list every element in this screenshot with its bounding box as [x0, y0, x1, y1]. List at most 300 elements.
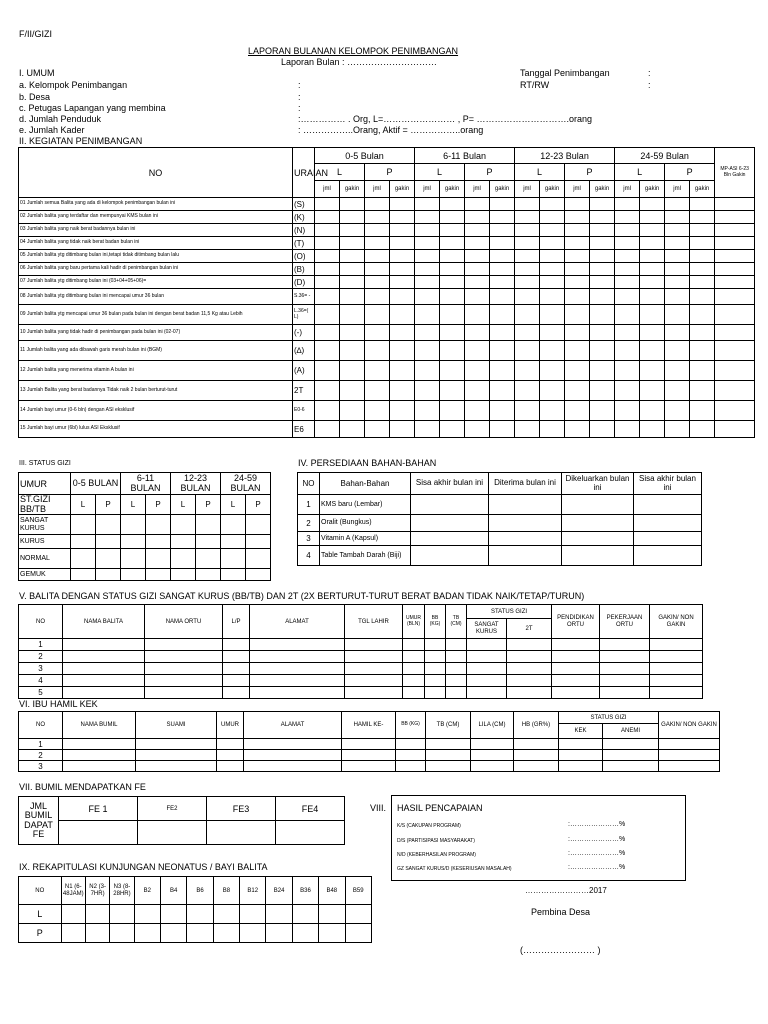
- data-cell[interactable]: [221, 549, 246, 569]
- data-cell[interactable]: [390, 401, 415, 421]
- data-cell[interactable]: [342, 739, 396, 750]
- data-cell[interactable]: [415, 325, 440, 341]
- data-cell[interactable]: [603, 739, 659, 750]
- data-cell[interactable]: [187, 924, 213, 943]
- data-cell[interactable]: [507, 687, 552, 699]
- data-cell[interactable]: [562, 546, 634, 566]
- data-cell[interactable]: [665, 421, 690, 438]
- data-cell[interactable]: [221, 515, 246, 535]
- data-cell[interactable]: [659, 750, 720, 761]
- data-cell[interactable]: [390, 276, 415, 289]
- data-cell[interactable]: [465, 250, 490, 263]
- data-cell[interactable]: [490, 341, 515, 361]
- data-cell[interactable]: [615, 361, 640, 381]
- data-cell[interactable]: [515, 289, 540, 305]
- data-cell[interactable]: [266, 924, 292, 943]
- data-cell[interactable]: [145, 651, 223, 663]
- data-cell[interactable]: [440, 263, 465, 276]
- data-cell[interactable]: [715, 289, 755, 305]
- data-cell[interactable]: [340, 421, 365, 438]
- data-cell[interactable]: [715, 198, 755, 211]
- data-cell[interactable]: [138, 821, 207, 845]
- data-cell[interactable]: [515, 224, 540, 237]
- data-cell[interactable]: [221, 535, 246, 549]
- data-cell[interactable]: [540, 263, 565, 276]
- data-cell[interactable]: [715, 341, 755, 361]
- data-cell[interactable]: [640, 289, 665, 305]
- data-cell[interactable]: [440, 361, 465, 381]
- data-cell[interactable]: [415, 263, 440, 276]
- data-cell[interactable]: [465, 341, 490, 361]
- data-cell[interactable]: [540, 361, 565, 381]
- data-cell[interactable]: [319, 924, 345, 943]
- data-cell[interactable]: [634, 515, 702, 532]
- data-cell[interactable]: [515, 276, 540, 289]
- data-cell[interactable]: [315, 250, 340, 263]
- data-cell[interactable]: [640, 341, 665, 361]
- data-cell[interactable]: [465, 421, 490, 438]
- data-cell[interactable]: [540, 305, 565, 325]
- data-cell[interactable]: [540, 401, 565, 421]
- data-cell[interactable]: [615, 305, 640, 325]
- data-cell[interactable]: [340, 211, 365, 224]
- data-cell[interactable]: [489, 515, 562, 532]
- data-cell[interactable]: [390, 325, 415, 341]
- data-cell[interactable]: [615, 289, 640, 305]
- data-cell[interactable]: [96, 569, 121, 581]
- data-cell[interactable]: [590, 198, 615, 211]
- data-cell[interactable]: [390, 421, 415, 438]
- data-cell[interactable]: [490, 263, 515, 276]
- data-cell[interactable]: [640, 325, 665, 341]
- data-cell[interactable]: [562, 495, 634, 515]
- data-cell[interactable]: [490, 289, 515, 305]
- data-cell[interactable]: [690, 289, 715, 305]
- data-cell[interactable]: [246, 549, 271, 569]
- data-cell[interactable]: [600, 639, 650, 651]
- data-cell[interactable]: [171, 535, 196, 549]
- data-cell[interactable]: [540, 381, 565, 401]
- data-cell[interactable]: [136, 750, 217, 761]
- data-cell[interactable]: [63, 750, 136, 761]
- data-cell[interactable]: [665, 289, 690, 305]
- data-cell[interactable]: [63, 687, 145, 699]
- data-cell[interactable]: [650, 651, 703, 663]
- data-cell[interactable]: [515, 325, 540, 341]
- data-cell[interactable]: [490, 361, 515, 381]
- data-cell[interactable]: [250, 639, 345, 651]
- data-cell[interactable]: [515, 263, 540, 276]
- data-cell[interactable]: [276, 821, 345, 845]
- data-cell[interactable]: [465, 276, 490, 289]
- data-cell[interactable]: [690, 325, 715, 341]
- data-cell[interactable]: [403, 675, 425, 687]
- data-cell[interactable]: [145, 675, 223, 687]
- data-cell[interactable]: [715, 325, 755, 341]
- data-cell[interactable]: [315, 325, 340, 341]
- data-cell[interactable]: [213, 905, 239, 924]
- data-cell[interactable]: [600, 675, 650, 687]
- data-cell[interactable]: [415, 401, 440, 421]
- data-cell[interactable]: [715, 361, 755, 381]
- data-cell[interactable]: [240, 905, 266, 924]
- data-cell[interactable]: [160, 924, 186, 943]
- data-cell[interactable]: [640, 381, 665, 401]
- data-cell[interactable]: [715, 250, 755, 263]
- data-cell[interactable]: [715, 263, 755, 276]
- data-cell[interactable]: [690, 237, 715, 250]
- data-cell[interactable]: [471, 750, 514, 761]
- data-cell[interactable]: [250, 687, 345, 699]
- data-cell[interactable]: [634, 532, 702, 546]
- data-cell[interactable]: [403, 639, 425, 651]
- data-cell[interactable]: [665, 341, 690, 361]
- data-cell[interactable]: [552, 663, 600, 675]
- data-cell[interactable]: [223, 639, 250, 651]
- data-cell[interactable]: [615, 381, 640, 401]
- data-cell[interactable]: [425, 687, 446, 699]
- data-cell[interactable]: [690, 401, 715, 421]
- data-cell[interactable]: [96, 535, 121, 549]
- data-cell[interactable]: [246, 535, 271, 549]
- data-cell[interactable]: [490, 421, 515, 438]
- data-cell[interactable]: [590, 341, 615, 361]
- data-cell[interactable]: [650, 675, 703, 687]
- data-cell[interactable]: [146, 549, 171, 569]
- data-cell[interactable]: [490, 237, 515, 250]
- data-cell[interactable]: [396, 750, 426, 761]
- data-cell[interactable]: [315, 305, 340, 325]
- data-cell[interactable]: [223, 675, 250, 687]
- data-cell[interactable]: [63, 639, 145, 651]
- data-cell[interactable]: [650, 687, 703, 699]
- data-cell[interactable]: [665, 211, 690, 224]
- data-cell[interactable]: [365, 401, 390, 421]
- data-cell[interactable]: [590, 211, 615, 224]
- data-cell[interactable]: [342, 761, 396, 772]
- data-cell[interactable]: [640, 305, 665, 325]
- data-cell[interactable]: [490, 250, 515, 263]
- data-cell[interactable]: [390, 211, 415, 224]
- data-cell[interactable]: [659, 739, 720, 750]
- data-cell[interactable]: [145, 687, 223, 699]
- data-cell[interactable]: [440, 289, 465, 305]
- data-cell[interactable]: [440, 250, 465, 263]
- data-cell[interactable]: [365, 276, 390, 289]
- data-cell[interactable]: [145, 639, 223, 651]
- data-cell[interactable]: [63, 663, 145, 675]
- data-cell[interactable]: [63, 675, 145, 687]
- data-cell[interactable]: [134, 924, 160, 943]
- data-cell[interactable]: [396, 761, 426, 772]
- data-cell[interactable]: [634, 495, 702, 515]
- data-cell[interactable]: [665, 361, 690, 381]
- data-cell[interactable]: [340, 341, 365, 361]
- data-cell[interactable]: [490, 276, 515, 289]
- data-cell[interactable]: [160, 905, 186, 924]
- data-cell[interactable]: [465, 211, 490, 224]
- data-cell[interactable]: [490, 381, 515, 401]
- data-cell[interactable]: [603, 750, 659, 761]
- data-cell[interactable]: [411, 495, 489, 515]
- data-cell[interactable]: [440, 198, 465, 211]
- data-cell[interactable]: [467, 639, 507, 651]
- data-cell[interactable]: [121, 569, 146, 581]
- data-cell[interactable]: [425, 675, 446, 687]
- data-cell[interactable]: [665, 325, 690, 341]
- data-cell[interactable]: [340, 263, 365, 276]
- data-cell[interactable]: [110, 905, 134, 924]
- data-cell[interactable]: [471, 739, 514, 750]
- data-cell[interactable]: [465, 305, 490, 325]
- data-cell[interactable]: [426, 739, 471, 750]
- data-cell[interactable]: [615, 263, 640, 276]
- data-cell[interactable]: [390, 341, 415, 361]
- data-cell[interactable]: [390, 361, 415, 381]
- data-cell[interactable]: [467, 651, 507, 663]
- data-cell[interactable]: [246, 515, 271, 535]
- data-cell[interactable]: [665, 263, 690, 276]
- data-cell[interactable]: [340, 224, 365, 237]
- data-cell[interactable]: [345, 905, 372, 924]
- data-cell[interactable]: [615, 237, 640, 250]
- data-cell[interactable]: [340, 237, 365, 250]
- data-cell[interactable]: [365, 421, 390, 438]
- data-cell[interactable]: [207, 821, 276, 845]
- data-cell[interactable]: [515, 361, 540, 381]
- data-cell[interactable]: [134, 905, 160, 924]
- data-cell[interactable]: [196, 569, 221, 581]
- data-cell[interactable]: [507, 663, 552, 675]
- data-cell[interactable]: [365, 341, 390, 361]
- data-cell[interactable]: [515, 250, 540, 263]
- data-cell[interactable]: [467, 687, 507, 699]
- data-cell[interactable]: [559, 739, 603, 750]
- data-cell[interactable]: [365, 381, 390, 401]
- data-cell[interactable]: [340, 198, 365, 211]
- data-cell[interactable]: [292, 924, 318, 943]
- data-cell[interactable]: [411, 515, 489, 532]
- data-cell[interactable]: [471, 761, 514, 772]
- data-cell[interactable]: [600, 663, 650, 675]
- data-cell[interactable]: [634, 546, 702, 566]
- data-cell[interactable]: [565, 361, 590, 381]
- data-cell[interactable]: [540, 211, 565, 224]
- data-cell[interactable]: [411, 532, 489, 546]
- data-cell[interactable]: [425, 651, 446, 663]
- data-cell[interactable]: [465, 263, 490, 276]
- data-cell[interactable]: [223, 663, 250, 675]
- data-cell[interactable]: [565, 198, 590, 211]
- data-cell[interactable]: [446, 687, 467, 699]
- data-cell[interactable]: [565, 341, 590, 361]
- data-cell[interactable]: [196, 549, 221, 569]
- data-cell[interactable]: [403, 663, 425, 675]
- data-cell[interactable]: [171, 515, 196, 535]
- data-cell[interactable]: [446, 663, 467, 675]
- data-cell[interactable]: [515, 381, 540, 401]
- data-cell[interactable]: [640, 401, 665, 421]
- data-cell[interactable]: [390, 289, 415, 305]
- data-cell[interactable]: [136, 739, 217, 750]
- data-cell[interactable]: [715, 421, 755, 438]
- data-cell[interactable]: [565, 381, 590, 401]
- data-cell[interactable]: [365, 198, 390, 211]
- data-cell[interactable]: [715, 211, 755, 224]
- data-cell[interactable]: [217, 750, 244, 761]
- data-cell[interactable]: [465, 237, 490, 250]
- data-cell[interactable]: [565, 211, 590, 224]
- data-cell[interactable]: [490, 305, 515, 325]
- data-cell[interactable]: [345, 651, 403, 663]
- data-cell[interactable]: [559, 761, 603, 772]
- data-cell[interactable]: [640, 198, 665, 211]
- data-cell[interactable]: [540, 421, 565, 438]
- data-cell[interactable]: [690, 381, 715, 401]
- data-cell[interactable]: [514, 739, 559, 750]
- data-cell[interactable]: [390, 381, 415, 401]
- data-cell[interactable]: [340, 276, 365, 289]
- data-cell[interactable]: [515, 305, 540, 325]
- data-cell[interactable]: [465, 289, 490, 305]
- data-cell[interactable]: [615, 341, 640, 361]
- data-cell[interactable]: [315, 341, 340, 361]
- data-cell[interactable]: [665, 198, 690, 211]
- data-cell[interactable]: [340, 305, 365, 325]
- data-cell[interactable]: [365, 361, 390, 381]
- data-cell[interactable]: [440, 237, 465, 250]
- data-cell[interactable]: [345, 639, 403, 651]
- data-cell[interactable]: [615, 401, 640, 421]
- data-cell[interactable]: [562, 532, 634, 546]
- data-cell[interactable]: [415, 305, 440, 325]
- data-cell[interactable]: [490, 325, 515, 341]
- data-cell[interactable]: [196, 535, 221, 549]
- data-cell[interactable]: [146, 569, 171, 581]
- data-cell[interactable]: [665, 224, 690, 237]
- data-cell[interactable]: [540, 276, 565, 289]
- data-cell[interactable]: [600, 687, 650, 699]
- data-cell[interactable]: [217, 739, 244, 750]
- data-cell[interactable]: [223, 687, 250, 699]
- data-cell[interactable]: [446, 675, 467, 687]
- data-cell[interactable]: [690, 211, 715, 224]
- data-cell[interactable]: [415, 224, 440, 237]
- data-cell[interactable]: [61, 924, 85, 943]
- data-cell[interactable]: [640, 361, 665, 381]
- data-cell[interactable]: [514, 761, 559, 772]
- data-cell[interactable]: [187, 905, 213, 924]
- data-cell[interactable]: [690, 263, 715, 276]
- data-cell[interactable]: [690, 305, 715, 325]
- data-cell[interactable]: [440, 341, 465, 361]
- data-cell[interactable]: [61, 905, 85, 924]
- data-cell[interactable]: [315, 381, 340, 401]
- data-cell[interactable]: [244, 739, 342, 750]
- data-cell[interactable]: [603, 761, 659, 772]
- data-cell[interactable]: [659, 761, 720, 772]
- data-cell[interactable]: [390, 224, 415, 237]
- data-cell[interactable]: [315, 224, 340, 237]
- data-cell[interactable]: [467, 675, 507, 687]
- data-cell[interactable]: [590, 263, 615, 276]
- data-cell[interactable]: [440, 276, 465, 289]
- data-cell[interactable]: [415, 237, 440, 250]
- data-cell[interactable]: [415, 198, 440, 211]
- data-cell[interactable]: [426, 761, 471, 772]
- data-cell[interactable]: [515, 421, 540, 438]
- data-cell[interactable]: [665, 305, 690, 325]
- data-cell[interactable]: [340, 289, 365, 305]
- data-cell[interactable]: [390, 198, 415, 211]
- data-cell[interactable]: [63, 651, 145, 663]
- data-cell[interactable]: [640, 421, 665, 438]
- data-cell[interactable]: [217, 761, 244, 772]
- data-cell[interactable]: [71, 515, 96, 535]
- data-cell[interactable]: [340, 381, 365, 401]
- data-cell[interactable]: [690, 276, 715, 289]
- data-cell[interactable]: [489, 546, 562, 566]
- data-cell[interactable]: [590, 381, 615, 401]
- data-cell[interactable]: [665, 237, 690, 250]
- data-cell[interactable]: [590, 276, 615, 289]
- data-cell[interactable]: [96, 515, 121, 535]
- data-cell[interactable]: [715, 276, 755, 289]
- data-cell[interactable]: [690, 341, 715, 361]
- data-cell[interactable]: [315, 263, 340, 276]
- data-cell[interactable]: [250, 675, 345, 687]
- data-cell[interactable]: [446, 639, 467, 651]
- data-cell[interactable]: [515, 341, 540, 361]
- data-cell[interactable]: [63, 761, 136, 772]
- data-cell[interactable]: [365, 263, 390, 276]
- data-cell[interactable]: [340, 250, 365, 263]
- data-cell[interactable]: [590, 224, 615, 237]
- data-cell[interactable]: [465, 361, 490, 381]
- data-cell[interactable]: [615, 325, 640, 341]
- data-cell[interactable]: [715, 224, 755, 237]
- data-cell[interactable]: [315, 401, 340, 421]
- data-cell[interactable]: [590, 289, 615, 305]
- data-cell[interactable]: [415, 421, 440, 438]
- data-cell[interactable]: [540, 224, 565, 237]
- data-cell[interactable]: [85, 905, 109, 924]
- data-cell[interactable]: [365, 250, 390, 263]
- data-cell[interactable]: [244, 750, 342, 761]
- data-cell[interactable]: [467, 663, 507, 675]
- data-cell[interactable]: [440, 305, 465, 325]
- data-cell[interactable]: [507, 651, 552, 663]
- data-cell[interactable]: [465, 381, 490, 401]
- data-cell[interactable]: [365, 325, 390, 341]
- data-cell[interactable]: [71, 549, 96, 569]
- data-cell[interactable]: [340, 325, 365, 341]
- data-cell[interactable]: [415, 361, 440, 381]
- data-cell[interactable]: [565, 421, 590, 438]
- data-cell[interactable]: [507, 675, 552, 687]
- data-cell[interactable]: [540, 289, 565, 305]
- data-cell[interactable]: [146, 515, 171, 535]
- data-cell[interactable]: [690, 250, 715, 263]
- data-cell[interactable]: [415, 341, 440, 361]
- data-cell[interactable]: [85, 924, 109, 943]
- data-cell[interactable]: [403, 651, 425, 663]
- data-cell[interactable]: [690, 224, 715, 237]
- data-cell[interactable]: [715, 381, 755, 401]
- data-cell[interactable]: [223, 651, 250, 663]
- data-cell[interactable]: [136, 761, 217, 772]
- data-cell[interactable]: [244, 761, 342, 772]
